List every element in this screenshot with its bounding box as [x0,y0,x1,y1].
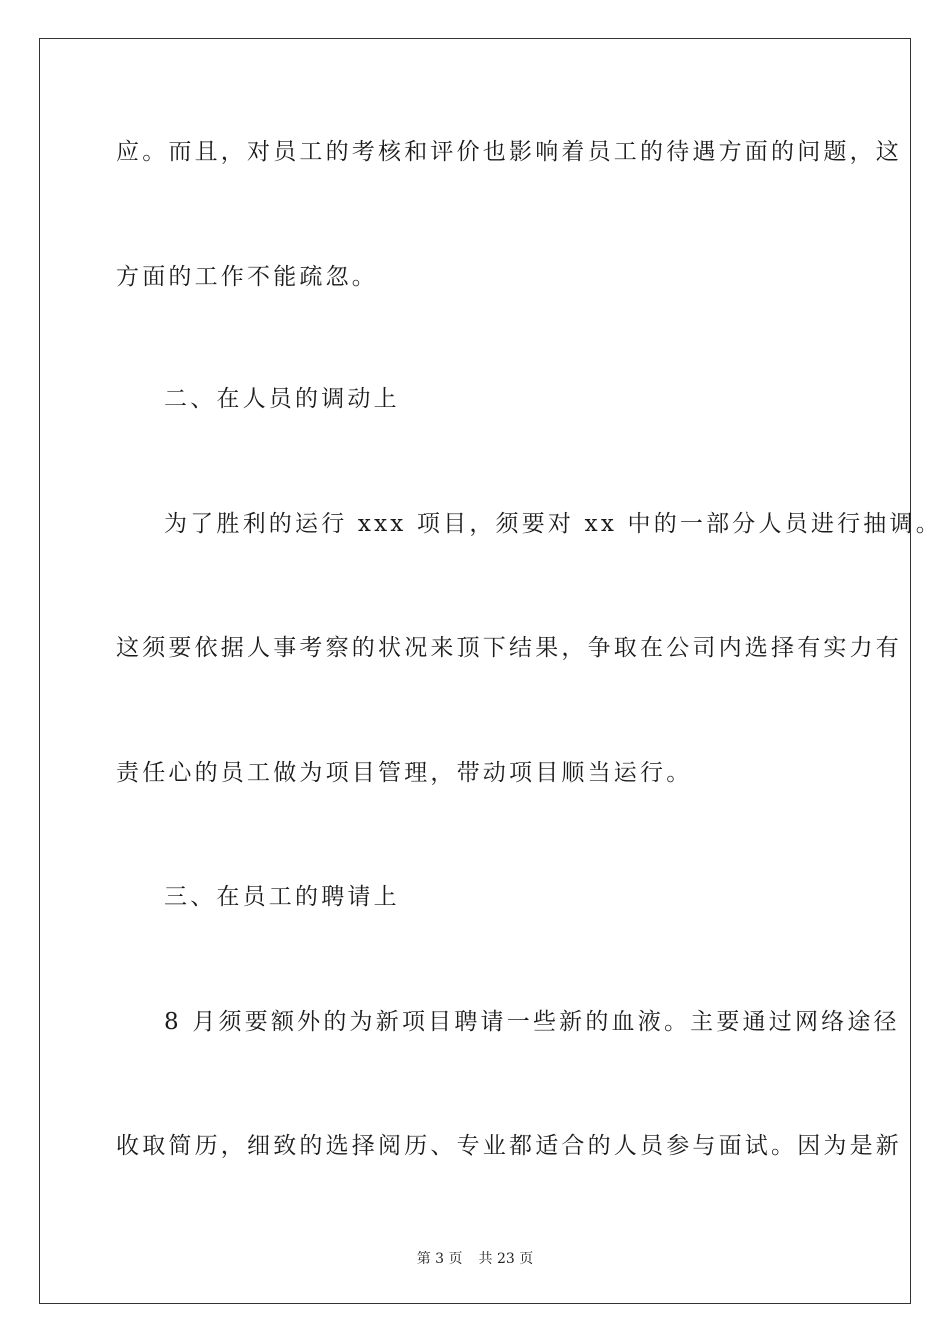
body-line-2: 方面的工作不能疏忽。 [116,264,378,290]
page-footer [0,1248,950,1268]
body-line-1: 应。而且，对员工的考核和评价也影响着员工的待遇方面的问题，这 [116,139,902,165]
section-heading-2: 二、在人员的调动上 [164,386,400,412]
page-border [39,38,911,1304]
body-line-4: 这须要依据人事考察的状况来顶下结果，争取在公司内选择有实力有 [116,635,902,661]
section-heading-3: 三、在员工的聘请上 [164,884,400,910]
body-line-7: 收取简历，细致的选择阅历、专业都适合的人员参与面试。因为是新 [116,1133,902,1159]
body-line-5: 责任心的员工做为项目管理，带动项目顺当运行。 [116,760,693,786]
body-line-3: 为了胜利的运行 xxx 项目，须要对 xx 中的一部分人员进行抽调。 [164,511,942,537]
body-line-6: 8 月须要额外的为新项目聘请一些新的血液。主要通过网络途径 [164,1009,900,1035]
total-pages: 共 23 页 [478,1251,534,1267]
page-number: 第 3 页 [416,1251,463,1267]
